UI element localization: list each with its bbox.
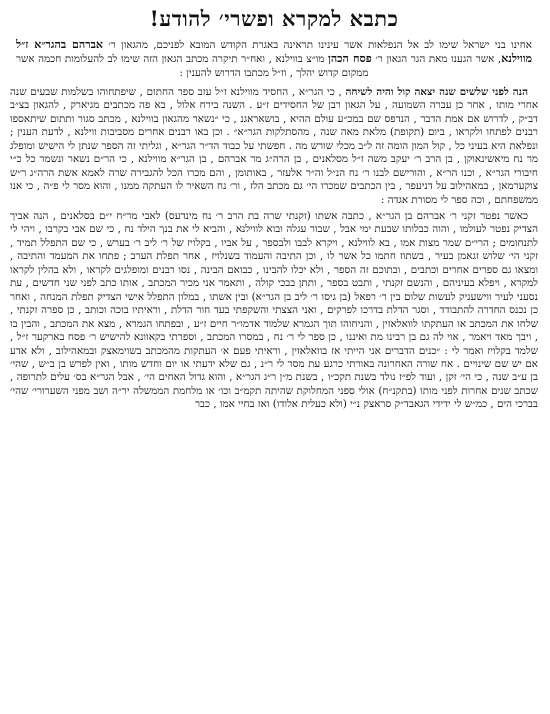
intro-line-2-suffix: , אשר הגענו מאת הגר bbox=[410, 53, 502, 66]
letter-body bbox=[10, 86, 538, 412]
paragraph-2-text: כאשר נפטר זקני ר׳ אברהם בן הגר״א , כתבה אשתו (זקנתי שרה בת הרב ר׳ נח מינדעס) לאבי מר״ח י״ם בסלאנים , הנה אביך הצדיק נפטר לעולמו , והוה כבלותו שבעת ימי אבל , שבור עגלה ובוא לווילנא , והביא לי את בנך הילד נח , כי שם אבי בקרבו , ויהי לי לתנחומים ; הרי״ם שמר מצות אמו , בא לווילנא , ויקרא לבבו ולבספר , על אביו , בקלויז של ר׳ ליב ר׳ בערש , כי שם התפלל תמיד , זקני הי׳ שלוש זגאמן בעיר , בשתוז חתמו כל אשר לו , וכן התיבה והעמוד בשנלויז , אחר תפלת הערב ; פתחו את המעמד והתיבה , ומצאו גם ספרים אחרים וכתבים , ובתוכם זה הספר , ולא יכלו להבינו , כבואם הבינה , נסו רבנים ומופלגים לקראו , ולא בהלין לקראו למקרא , ויפלא בעיניהם , והנשם זקנתי , ותבט בספר , ותתן בבכי קולה , ותאמר אני מכיר המכתב , אותו כתב לפני שני חדשים , עת נסעני לעיר ווישעניק לעשות שלום בין ר׳ רפאל (בן גיסו ר׳ ליב בן הגר״א) ובין אשתו , במלון התפלל אישי הצדיק תפלת המנחה , ואחר כן נכנס החדרה להתבודד , וסגר הדלת בדרכו לפרקים , ואני הצצתי והשקפתי בעד חור הדלת , וראיתיו בוכה וכותב , כן ספרה זקנתי , שלחו את המכתב או העתקתו לוואלאזין , והניחוהו תוך הגמרא שלמוד אדמו״ר חיים ז״ע , ובפתחו הגמרא , מצא את המכתב , והבין בו , ויבך מאד ויאמר , אוי לה גם בן רבינו מת ואיננו , כן ספר לי ר׳ נח , במסרו המכתב , וספרתי בקאוונא להישיש ר׳ פסח בארקער ז״ל , שלמד בקלויז ואמר לי : ״כנים הדברים אני הייתי אז בוואלאזין , וראיתי פעם א׳ העתקות מהמכתב בשוימאצק ובמאהילוב , ולא אדע אם יש שם שינויים . אח שורה האחרונה באורתי כרגע עת מסר לי ר״נ , גם שלא ידעתי או יום וחדש מותו , ואין לפרש בן ב״ש , שהי׳ בן ע״ב שנה , כי הי׳ זקן , ועוד לפ״ז נולד בשנת תקכ״ו , בשנת מ״ן ר״ג הגר״א , והוא גדול האחים הי׳ , אבל הגר״א בס׳ עלים לתרופה , שכתב שנים אחרות לפני מותו (בתקנ״ח) אולי ספני המחלוקת שהיתה תקמ״ב וכו׳ או מלחמת הממשלה יר״ה ושב מפני השערורי׳ שהי׳ בברכי הים , כמ״ש לי ידידי הגאבד״ק סראצק נ״י (ולא כעלית אלודו) ואז בחיי אמו , כבר bbox=[10, 209, 538, 411]
body-paragraph-2 bbox=[10, 210, 538, 412]
paragraph-1-lead: הנה לפני שלשים שנה יצאה קול והיה לשיחה bbox=[345, 85, 528, 98]
intro-line-2-prefix: לפניכם, מהגאון ר׳ bbox=[103, 39, 185, 51]
paragraph-1-text: , כי הגר״א , החסיד מווילנא ז״ל עזב ספר החתום , שיפתחוהו בשלמות שבעים שנה אחרי מותו , אחר כן עברה השמועה , על הגאון רבן של החסידים ז״ע . השנה בירח אלול , בא פה מכתבים מגיארק , להגאון בצ״ב דב״ק , לדרוש אם אמת הדבר , הנדפס שם במכ״ע עולם ההיא , בושאראגנ , כי ״נשאר מהגאון בווילנא , מכתב סגור ותתום שיתאספו רבנים לפתחו ולקראו , ביום (תקופת) מלאת מאה שנה , מהסתלקות הגר״א״ . וכן באו רבנים אחרים מסביבות ווילנא , לדעת הענין ; ונפלאת היא בעיני כל , קול המון הומה זה ל״ב מכלי שורש מה . חפשתי על כבוד הד״ר הגר״א , וגליתי זה הספר שנתן לי הישיש ומופלג מר נח מיאשינאוקן , בן הרב ר׳ יעקב משה ז״ל מסלאנים , בן הרה״ג מר אברהם , בן הגר״א מווילנא , כי הר״ם נשאר ונשמר כל כ״י חיבורי הגר״א , וכנו הר״א , והורישם לבנו ר׳ נח הנ״ל וה״ר אלעזר , באותומן , והם מכרו הכל להגבירה שרה לאמא אשת הרה״ג ר״ש צוקערמאן , במאהילוב על דניעפר , בין הכתבים שמכרו הי׳ גם מכתב הלז , ור׳ נח השאיר לו העתקה ממנו , והוא מסר לי פ״ה , כי אנו ממשפחתם , וכה ספר לי מסורת אגדה : bbox=[10, 85, 538, 206]
page-title: כתבא למקרא ופשרי׳ להודע! bbox=[149, 6, 399, 31]
body-paragraph-1 bbox=[10, 86, 538, 207]
intro-line-3-prefix: הגאון ר׳ bbox=[371, 53, 408, 66]
intro-line-1: אחינו בני ישראל שימו לב אל הנפלאות אשר עינינו תראינה באגרת הקודש המובא bbox=[189, 39, 532, 51]
intro-line-4: להעלומות חכמה אשר ממקום קדוש יהלך , וז״ל מכתבו הדרוש להענין : bbox=[16, 53, 369, 79]
intro-sender-name: פסח הכהן bbox=[328, 52, 372, 66]
intro-line-3-suffix: מו״צ בווילנא , ואח״ר תיקרה מכתב הגאון הזה שימו לב bbox=[107, 53, 329, 66]
intro-author-name: אברהם בהגר״א ז״ל מווילנא bbox=[16, 38, 533, 66]
intro-paragraph bbox=[10, 38, 538, 80]
